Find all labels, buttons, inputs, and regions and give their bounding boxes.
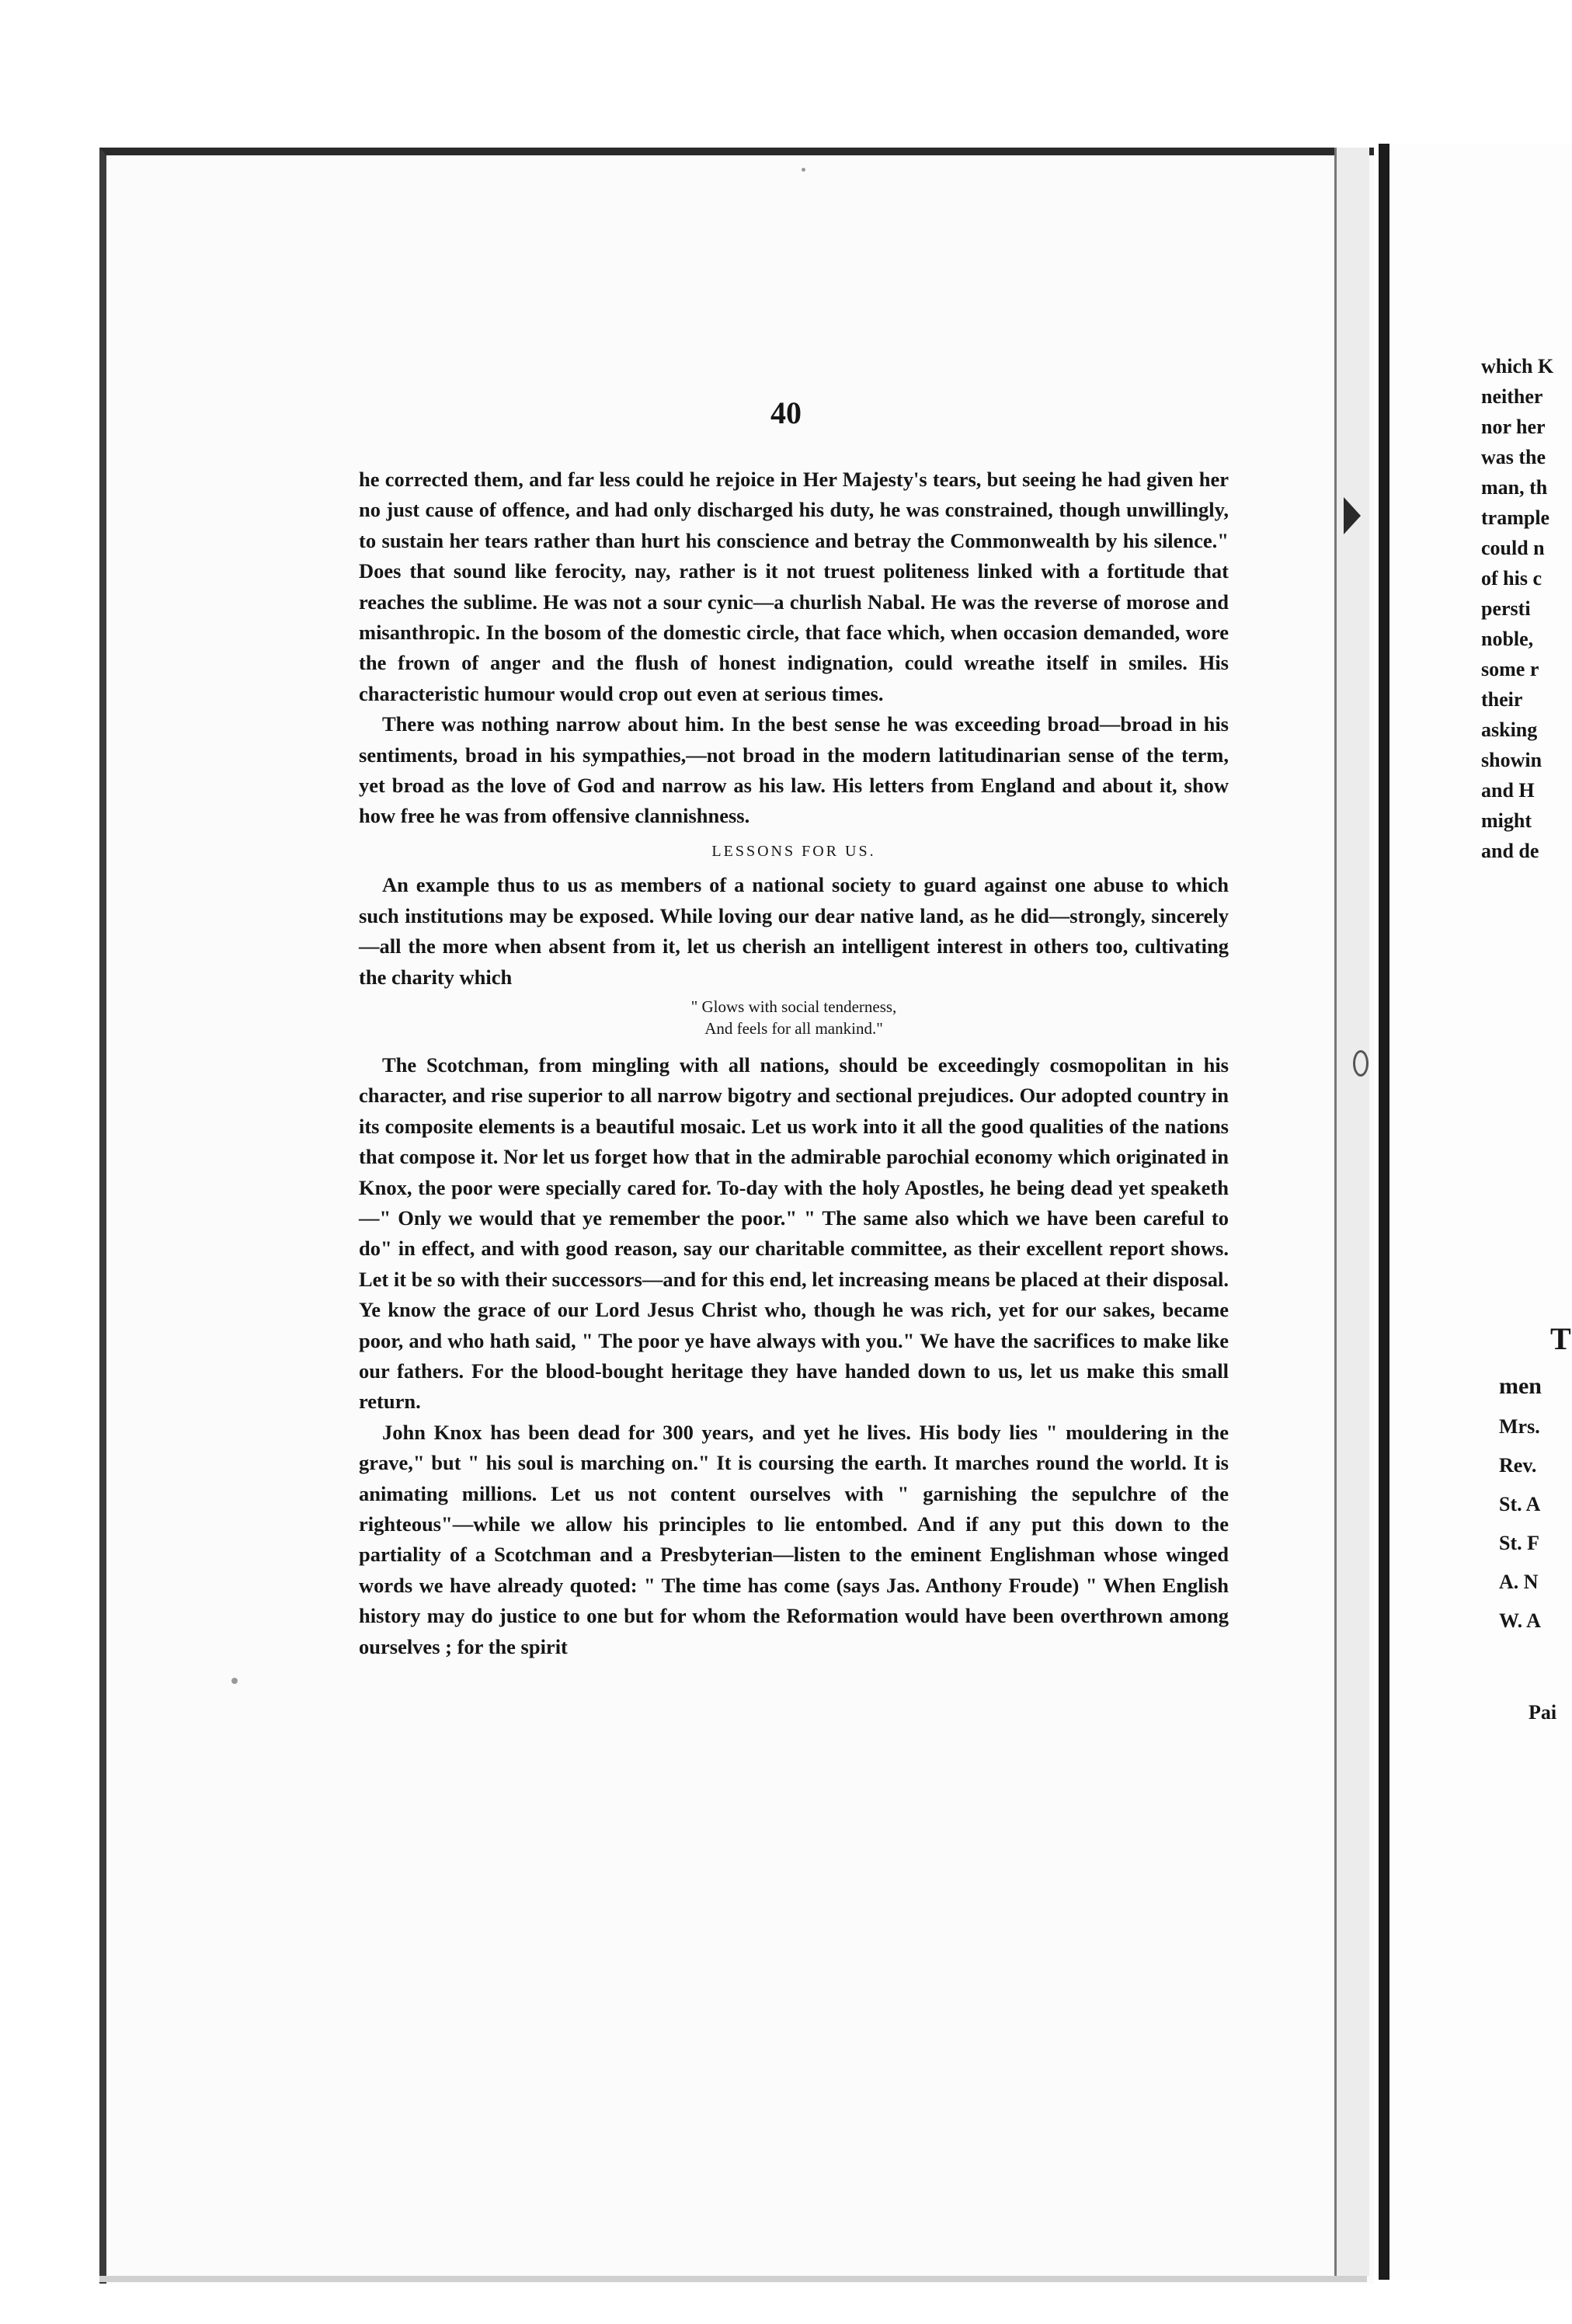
right-line: and de	[1481, 840, 1539, 862]
right-line: trample	[1481, 506, 1550, 529]
right-line: noble,	[1481, 628, 1534, 650]
quote-line: " Glows with social tenderness,	[690, 997, 897, 1016]
paragraph: There was nothing narrow about him. In the best sense he was exceeding broad—broad in his sentiments, broad in his sympathies,—not broad in the modern latitudinarian sense of the term, yet broad as the love of God and narrow as his law. His letters from England and about it, show how free he was from offensive clannishness.	[359, 712, 1229, 828]
right-line: W. A	[1499, 1609, 1541, 1632]
right-line: was the	[1481, 446, 1546, 468]
book-gutter	[1334, 148, 1369, 2276]
right-line: some r	[1481, 658, 1539, 680]
paragraph: he corrected them, and far less could he rejoice in Her Majesty's tears, but seeing he had given her no just cause of offence, and had only discharged his duty, he was constrained, though unwillingly, to sustain her tears rather than hurt his conscience and betray the Commonwealth by his silence." Does that sound like ferocity, nay, rather is it not truest politeness linked with a fortitude that reaches the sublime. He was not a sour cynic—a churlish Nabal. He was the reverse of morose and misanthropic. In the bosom of the domestic circle, that face which, when occasion demanded, wore the frown of anger and the flush of honest indignation, could wreathe itself in smiles. His characteristic humour would crop out even at serious times.	[359, 468, 1229, 705]
verse-quote	[359, 996, 1229, 1039]
page-shadow	[99, 2276, 1367, 2282]
right-line: men	[1499, 1373, 1542, 1399]
right-line: of his c	[1481, 567, 1542, 590]
right-line: nor her	[1481, 416, 1546, 438]
right-line: could n	[1481, 537, 1545, 559]
right-line: showin	[1481, 749, 1542, 771]
right-line: might	[1481, 809, 1532, 832]
speck	[231, 1678, 238, 1684]
paragraph: The Scotchman, from mingling with all nations, should be exceedingly cosmopolitan in his character, and rise superior to all narrow bigotry and sectional prejudices. Our adopted country in its composite elements is a beautiful mosaic. Let us work into it all the good qualities of the nations that compose it. Nor let us forget how that in the admirable parochial economy which originated in Knox, the poor were specially cared for. To-day with the holy Apostles, he being dead yet speaketh—" Only we would that ye remember the poor." " The same also which we have been careful to do" in effect, and with good reason, say our charitable committee, as their excellent report shows. Let it be so with their successors—and for this end, let increasing means be placed at their disposal. Ye know the grace of our Lord Jesus Christ who, though he was rich, yet for our sakes, became poor, and who hath said, " The poor ye have always with you." We have the sacrifices to make like our fathers. For the blood-bought heritage they have handed down to us, let us make this small return.	[359, 1052, 1229, 1414]
paragraph: John Knox has been dead for 300 years, and yet he lives. His body lies " mouldering in the grave," but " his soul is marching on." It is coursing the earth. It marches round the world. It is animating millions. Let us not content ourselves with " garnishing the sepulchre of the righteous"—while we allow his principles to lie entombed. And if any put this down to the partiality of a Scotchman and a Presbyterian—listen to the eminent Englishman whose winged words we have already quoted: " The time has come (says Jas. Anthony Froude) " When English history may do justice to one but for whom the Reformation would have been overthrown among ourselves ; for the spirit	[359, 1420, 1229, 1658]
right-line: Mrs.	[1499, 1415, 1540, 1438]
page-number: 40	[770, 395, 802, 430]
quote-line: And feels for all mankind."	[704, 1018, 883, 1038]
book-spine	[1379, 144, 1389, 2280]
right-line: Pai	[1529, 1701, 1557, 1724]
right-line: Rev.	[1499, 1454, 1537, 1477]
page-body	[359, 464, 1229, 1662]
right-line: asking	[1481, 718, 1538, 741]
paragraph: An example thus to us as members of a national society to guard against one abuse to which such institutions may be exposed. While loving our dear native land, as he did—strongly, sincerely—all the more when absent from it, let us cherish an intelligent interest in others too, cultivating the charity which	[359, 873, 1229, 989]
right-line: and H	[1481, 779, 1535, 802]
right-line: St. F	[1499, 1532, 1539, 1554]
right-line: man, th	[1481, 476, 1548, 499]
right-line: persti	[1481, 597, 1531, 620]
binding-thread-loop	[1353, 1050, 1369, 1077]
right-line: their	[1481, 688, 1523, 711]
right-drop-letter: T	[1550, 1321, 1571, 1356]
section-heading: LESSONS FOR US.	[711, 842, 876, 860]
right-line: neither	[1481, 385, 1543, 408]
right-line: which K	[1481, 355, 1554, 377]
speck	[802, 168, 805, 172]
right-line: A. N	[1499, 1571, 1539, 1593]
right-line: St. A	[1499, 1493, 1541, 1515]
